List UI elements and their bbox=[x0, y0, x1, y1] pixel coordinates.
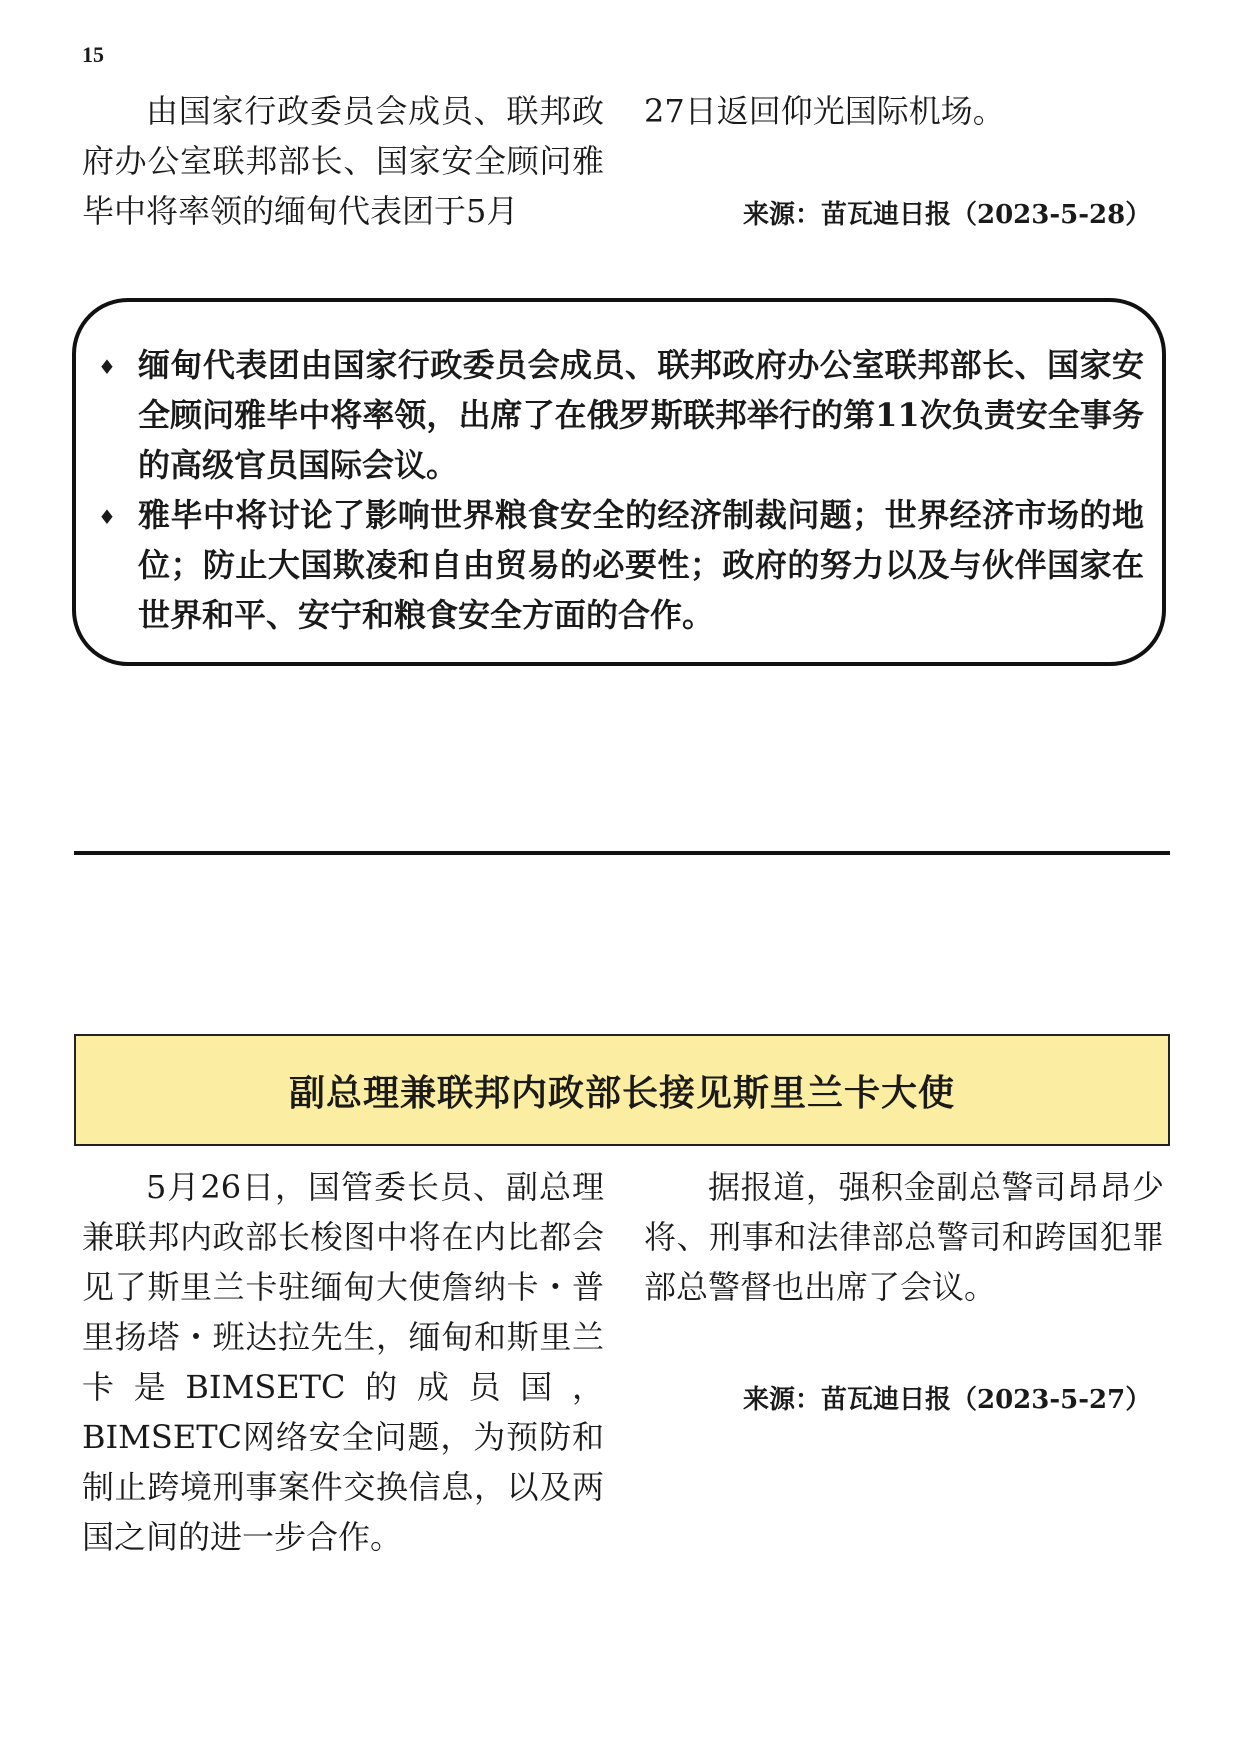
summary-item-text: 缅甸代表团由国家行政委员会成员、联邦政府办公室联邦部长、国家安全顾问雅毕中将率领，出席了在俄罗斯联邦举行的第11次负责安全事务的高级官员国际会议。 bbox=[138, 346, 1144, 484]
article2-left-column bbox=[82, 1162, 604, 1562]
section-divider bbox=[74, 851, 1170, 855]
summary-item bbox=[96, 490, 1144, 640]
page-number: 15 bbox=[82, 42, 104, 67]
article2-source: 来源：苗瓦迪日报（2023-5-27） bbox=[743, 1385, 1152, 1415]
article1-source: 来源：苗瓦迪日报（2023-5-28） bbox=[743, 200, 1152, 230]
summary-item-text: 雅毕中将讨论了影响世界粮食安全的经济制裁问题；世界经济市场的地位；防止大国欺凌和自由贸易的必要性；政府的努力以及与伙伴国家在世界和平、安宁和粮食安全方面的合作。 bbox=[138, 496, 1144, 634]
summary-box bbox=[72, 298, 1166, 666]
summary-list bbox=[96, 340, 1144, 640]
article2-right-paragraph: 据报道，强积金副总警司昂昂少将、刑事和法律部总警司和跨国犯罪部总警督也出席了会议。 bbox=[644, 1168, 1164, 1306]
article1-right-paragraph: 27日返回仰光国际机场。 bbox=[644, 92, 1005, 130]
article2-right-column bbox=[644, 1162, 1164, 1312]
summary-item bbox=[96, 340, 1144, 490]
article2-title: 副总理兼联邦内政部长接见斯里兰卡大使 bbox=[288, 1071, 955, 1114]
article1-right-column bbox=[644, 86, 1164, 136]
article1-left-paragraph: 由国家行政委员会成员、联邦政府办公室联邦部长、国家安全顾问雅毕中将率领的缅甸代表团于5月 bbox=[82, 92, 604, 230]
article2-headline-box bbox=[74, 1034, 1170, 1146]
diamond-bullet-icon: ♦ bbox=[98, 505, 116, 529]
diamond-bullet-icon: ♦ bbox=[98, 355, 116, 379]
article2-left-paragraph: 5月26日，国管委长员、副总理兼联邦内政部长梭图中将在内比都会见了斯里兰卡驻缅甸大使詹纳卡・普里扬塔・班达拉先生，缅甸和斯里兰卡是BIMSETC的成员国，BIMSETC网络安全问题，为预防和制止跨境刑事案件交换信息，以及两国之间的进一步合作。 bbox=[82, 1168, 604, 1556]
article1-left-column bbox=[82, 86, 604, 236]
